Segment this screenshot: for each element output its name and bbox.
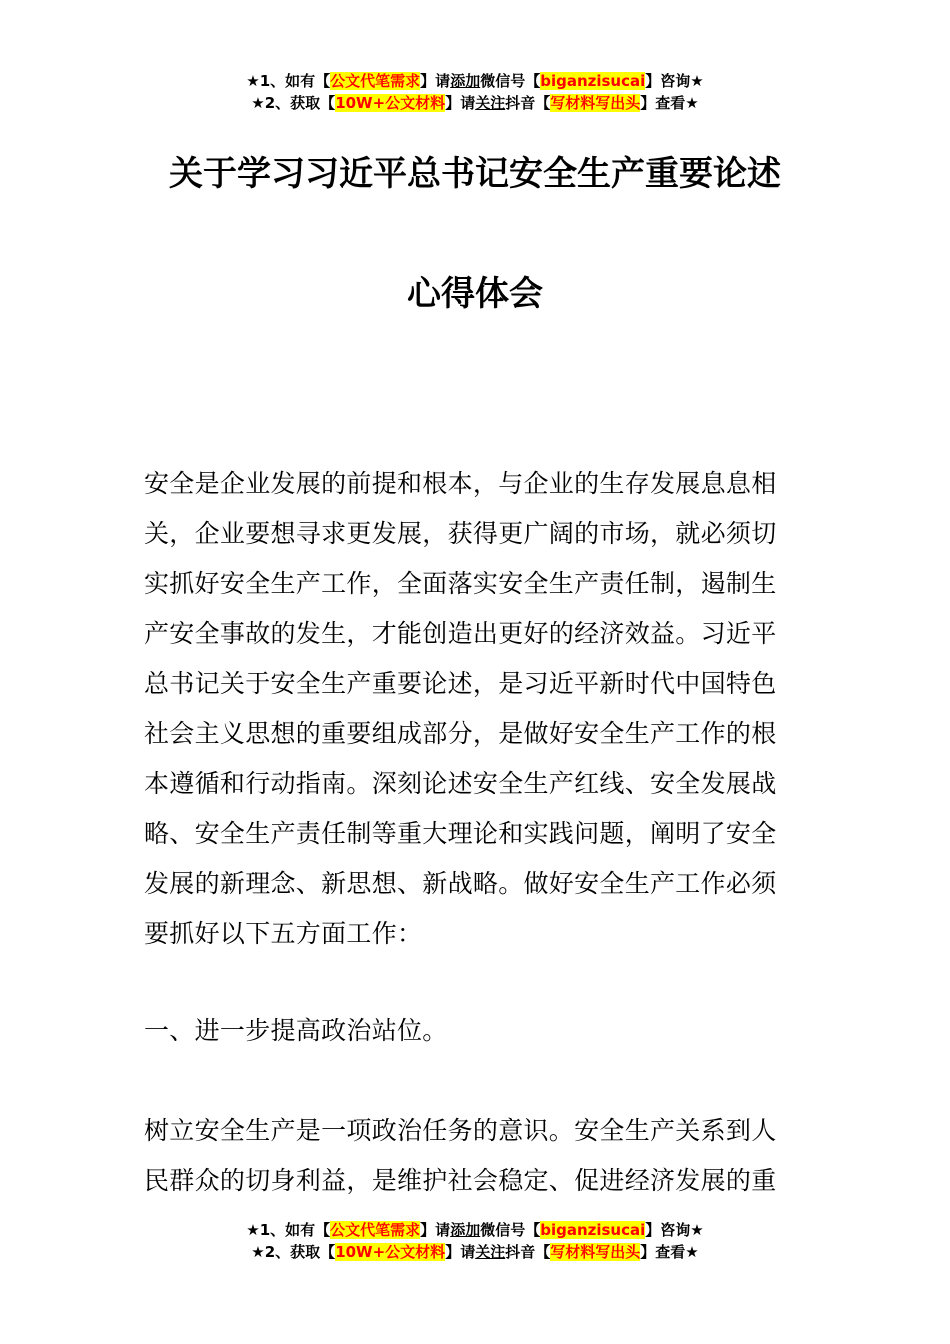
document-title-line-2: 心得体会 [407,274,543,314]
paragraph-line: 本遵循和行动指南。深刻论述安全生产红线、安全发展战 [144,769,777,798]
bottom-banner [0,1219,950,1263]
section-heading-1: 一、进一步提高政治站位。 [144,1016,448,1045]
paragraph-line: 民群众的切身利益，是维护社会稳定、促进经济发展的重 [144,1166,777,1195]
banner-underline: 关注 [475,94,506,112]
paragraph-line: 总书记关于安全生产重要论述，是习近平新时代中国特色 [144,669,777,698]
paragraph-line: 树立安全生产是一项政治任务的意识。安全生产关系到人 [144,1116,777,1145]
paragraph-line: 要抓好以下五方面工作： [144,919,423,948]
banner-highlight: 公文代笔需求 [330,72,421,90]
banner-underline: 添加 [450,1221,481,1239]
banner-text: 】请 [420,1221,451,1239]
paragraph-1 [144,459,814,959]
paragraph-line: 安全是企业发展的前提和根本，与企业的生存发展息息相 [144,469,777,498]
banner-line-2 [0,92,950,114]
banner-text: 】咨询★ [645,72,704,90]
banner-text: 微信号【 [480,72,541,90]
banner-highlight: 10W+公文材料 [335,94,446,112]
paragraph-line: 关，企业要想寻求更发展，获得更广阔的市场，就必须切 [144,519,777,548]
banner-highlight: 写材料写出头 [550,94,641,112]
paragraph-line: 社会主义思想的重要组成部分，是做好安全生产工作的根 [144,719,777,748]
banner-line-2 [0,1241,950,1263]
banner-underline: 添加 [450,72,481,90]
banner-text: 】查看★ [640,94,699,112]
banner-highlight: 公文代笔需求 [330,1221,421,1239]
top-banner [0,70,950,114]
banner-highlight: 写材料写出头 [550,1243,641,1261]
banner-text: 】咨询★ [645,1221,704,1239]
paragraph-line: 发展的新理念、新思想、新战略。做好安全生产工作必须 [144,869,777,898]
banner-text: ★1、如有【 [246,1221,331,1239]
paragraph-line: 实抓好安全生产工作，全面落实安全生产责任制，遏制生 [144,569,777,598]
banner-text: 】查看★ [640,1243,699,1261]
banner-line-1 [0,70,950,92]
banner-highlight: biganzisucai [540,72,646,90]
paragraph-2 [144,1106,814,1206]
banner-text: ★1、如有【 [246,72,331,90]
banner-text: ★2、获取【 [251,1243,336,1261]
banner-underline: 关注 [475,1243,506,1261]
banner-highlight: biganzisucai [540,1221,646,1239]
banner-text: 抖音【 [505,94,551,112]
banner-text: 微信号【 [480,1221,541,1239]
paragraph-line: 略、安全生产责任制等重大理论和实践问题，阐明了安全 [144,819,777,848]
banner-text: 】请 [445,1243,476,1261]
banner-text: 】请 [420,72,451,90]
banner-highlight: 10W+公文材料 [335,1243,446,1261]
banner-line-1 [0,1219,950,1241]
paragraph-line: 产安全事故的发生，才能创造出更好的经济效益。习近平 [144,619,777,648]
document-title-line-1: 关于学习习近平总书记安全生产重要论述 [169,154,781,194]
banner-text: ★2、获取【 [251,94,336,112]
banner-text: 抖音【 [505,1243,551,1261]
banner-text: 】请 [445,94,476,112]
